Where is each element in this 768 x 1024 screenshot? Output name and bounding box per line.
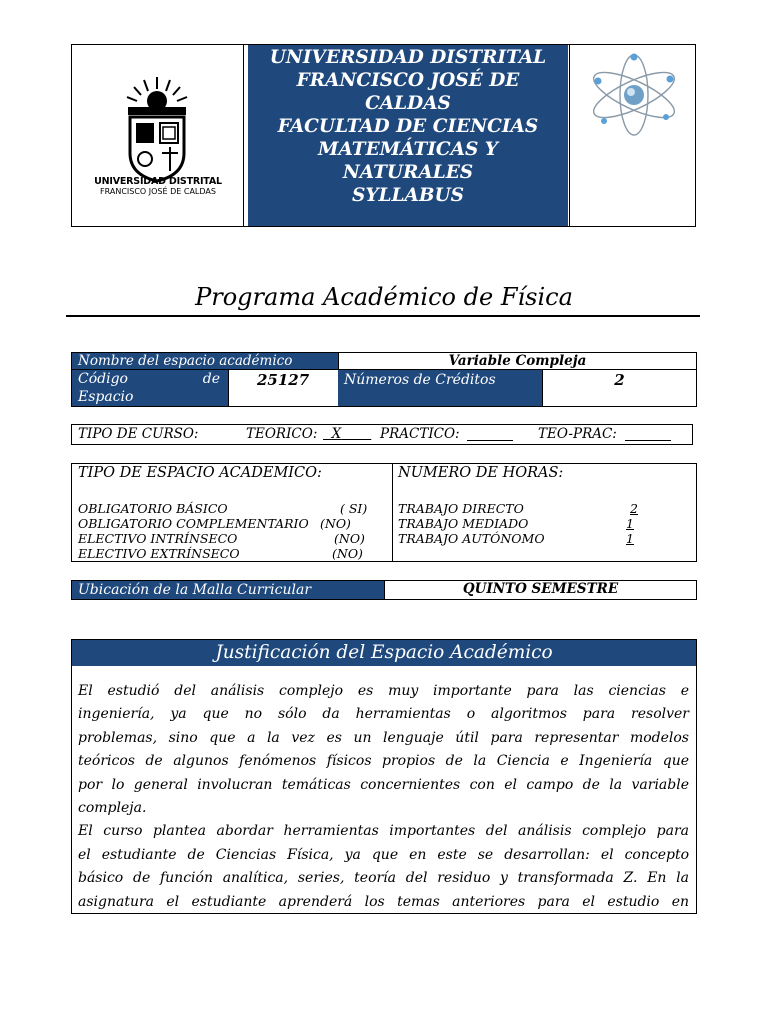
title-line: CALDAS <box>365 93 451 114</box>
space-type-value: (NO) <box>334 531 365 546</box>
teoprac-label: TEO-PRAC: <box>538 426 617 442</box>
hours-header: NUMERO DE HORAS: <box>398 465 564 481</box>
justification-line: teóricos de algunos fenómenos físicos propios de la Ciencia e Ingeniería que <box>78 753 689 770</box>
title-line: SYLLABUS <box>351 185 465 206</box>
hours-row <box>398 501 688 516</box>
practico-blank <box>467 440 513 441</box>
space-type-header: TIPO DE ESPACIO ACADEMICO: <box>78 465 322 481</box>
title-line: FRANCISCO JOSÉ DE <box>296 70 520 91</box>
code-label-part: Código <box>78 371 128 387</box>
course-type-row <box>71 424 693 445</box>
space-type-value: ( SI) <box>340 501 368 516</box>
title-line: UNIVERSIDAD DISTRITAL <box>269 47 547 68</box>
title-line: FACULTAD DE CIENCIAS <box>277 116 539 137</box>
justification-line: El curso plantea abordar herramientas importantes del análisis complejo para <box>78 823 689 840</box>
hours-row <box>398 531 688 546</box>
space-type-value: (NO) <box>320 516 351 531</box>
space-info-table <box>71 352 697 407</box>
space-type-value: (NO) <box>332 546 363 561</box>
university-logo-cell <box>72 45 244 226</box>
practico-label: PRACTICO: <box>380 426 460 442</box>
hours-value: 1 <box>626 531 634 546</box>
justification-line: El estudió del análisis complejo es muy importante para las ciencias e <box>78 683 689 699</box>
hours-row <box>398 516 688 531</box>
location-label: Ubicación de la Malla Curricular <box>72 581 384 599</box>
credits-value: 2 <box>542 370 696 406</box>
logo-text-line2: FRANCISCO JOSÉ DE CALDAS <box>100 187 216 196</box>
atom-icon <box>584 51 684 147</box>
space-type-row <box>78 546 368 561</box>
justification-title: Justificación del Espacio Académico <box>72 640 696 666</box>
teorico-mark: X <box>331 426 342 442</box>
justification-line: básico de función analítica, series, teoría del residuo y transformada Z. En la <box>78 870 689 887</box>
teorico-value <box>323 425 379 444</box>
space-type-label: ELECTIVO EXTRÍNSECO <box>78 546 240 561</box>
title-line: MATEMÁTICAS Y <box>317 139 498 160</box>
atom-image-cell <box>569 45 695 226</box>
space-type-hours-table <box>71 463 697 562</box>
hours-value: 2 <box>630 501 638 516</box>
hours-value: 1 <box>626 516 634 531</box>
syllabus-header <box>71 44 696 227</box>
justification-line: el estudiante de Ciencias Física, ya que en este se desarrollan: el concepto <box>78 846 689 863</box>
space-code-label <box>72 370 228 406</box>
space-type-row <box>78 501 368 516</box>
justification-section <box>71 639 697 914</box>
teoprac-blank <box>625 440 671 441</box>
program-title: Programa Académico de Física <box>195 283 573 311</box>
curriculum-location-row <box>71 580 697 600</box>
hours-label: TRABAJO DIRECTO <box>398 501 524 516</box>
hours-label: TRABAJO AUTÓNOMO <box>398 531 545 546</box>
credits-label: Números de Créditos <box>338 370 542 406</box>
hours-list <box>398 501 688 546</box>
title-underline <box>66 315 700 317</box>
university-crest-icon <box>122 75 192 185</box>
table-divider <box>392 464 393 561</box>
hours-label: TRABAJO MEDIADO <box>398 516 529 531</box>
location-value: QUINTO SEMESTRE <box>384 581 696 599</box>
space-type-row <box>78 516 368 531</box>
space-code-value: 25127 <box>228 370 338 406</box>
title-cell <box>248 45 568 226</box>
course-type-label: TIPO DE CURSO: <box>78 426 199 442</box>
teorico-label: TEORICO: <box>246 426 318 442</box>
code-label-part: Espacio <box>78 389 134 405</box>
justification-line: por lo general involucran temáticas concernientes con el campo de la variable <box>78 776 689 793</box>
justification-body <box>78 680 689 914</box>
justification-line: ingeniería, ya que no sólo da herramientas o algoritmos para resolver <box>78 706 689 723</box>
title-line: NATURALES <box>342 162 474 183</box>
logo-text-line1: UNIVERSIDAD DISTRITAL <box>94 176 222 187</box>
justification-line: asignatura el estudiante aprenderá los temas anteriores para el estudio en <box>78 893 689 910</box>
justification-line: compleja. <box>78 800 147 817</box>
space-type-row <box>78 531 368 546</box>
space-name-value: Variable Compleja <box>338 353 696 369</box>
space-type-label: OBLIGATORIO BÁSICO <box>78 501 228 516</box>
space-type-label: OBLIGATORIO COMPLEMENTARIO <box>78 516 309 531</box>
space-type-label: ELECTIVO INTRÍNSECO <box>78 531 238 546</box>
justification-line: problemas, sino que a la vez es un lenguaje útil para representar modelos <box>78 729 689 746</box>
code-label-part: de <box>202 371 220 387</box>
space-name-label: Nombre del espacio académico <box>72 353 338 369</box>
space-type-list <box>78 501 368 561</box>
